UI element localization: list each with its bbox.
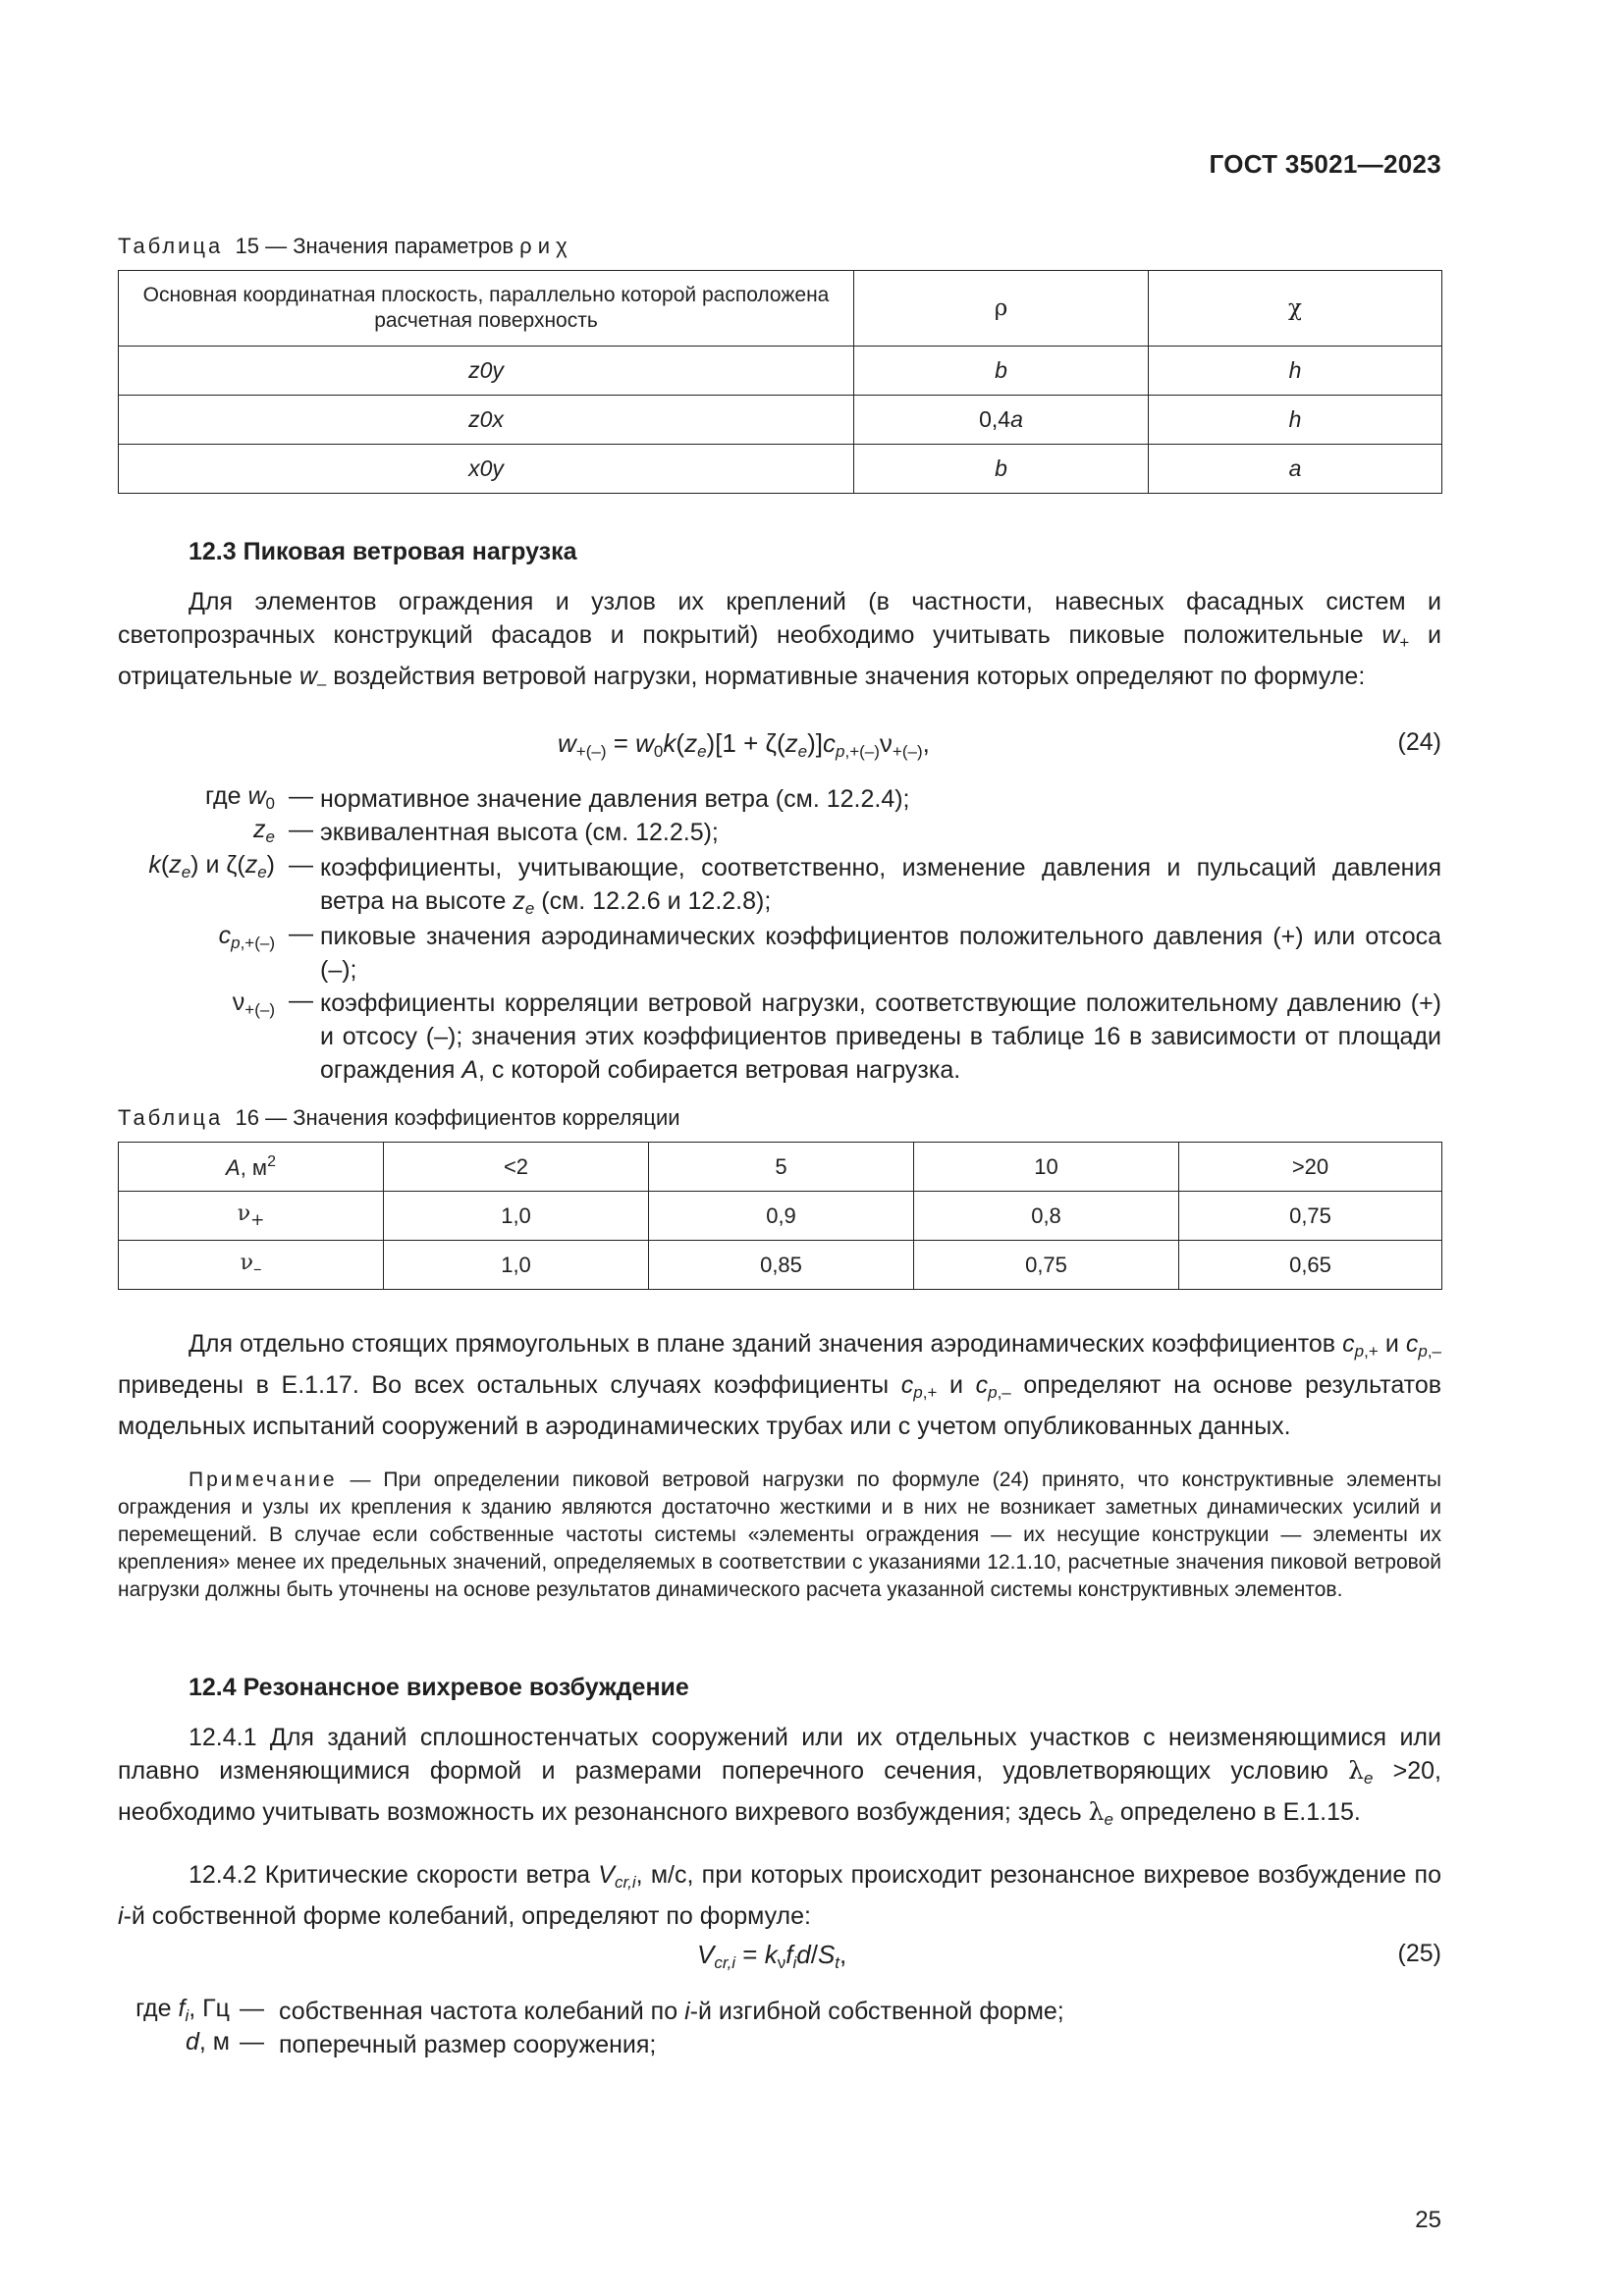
table-cell: 10 (914, 1143, 1179, 1192)
formula-25: $V_{cr,i} = k_\nu f_id/S_t$, (697, 1940, 847, 1972)
table-cell: 0,65 (1179, 1241, 1442, 1290)
def-text-d: поперечный размер сооружения; (279, 2031, 657, 2058)
def-dash: — (289, 816, 313, 843)
table-row (119, 347, 1442, 396)
table-cell: 0,8 (914, 1192, 1179, 1241)
table-16-row-nu-minus: $\nu_-$ (119, 1241, 384, 1290)
def-text-nu: коэффициенты корреляции ветровой нагрузки, соответствующие положительному давлению (+) и отсосу (–); значения этих коэффициентов приведены в таблице 16 в зависимости от площади ограждения A, с которой собирается ветровая нагрузка. (320, 989, 1441, 1084)
table-15-caption-text: 15 — Значения параметров ρ и χ (235, 234, 568, 258)
def-symbol-fi: где $f_i$, Гц (135, 1995, 230, 2025)
table-cell: 0,9 (649, 1192, 914, 1241)
def-text-w0: нормативное значение давления ветра (см. 12.2.4); (320, 785, 910, 813)
table-cell: h (1149, 396, 1442, 445)
equation-number-24: (24) (1397, 728, 1441, 756)
table-cell: 1,0 (384, 1241, 649, 1290)
paragraph-aero-coefficients: Для отдельно стоящих прямоугольных в плане зданий значения аэродинамических коэффициентов $c_{p,+}$ и $c_{p,-}$ приведены в Е.1.17. Во всех остальных случаях коэффициенты $c_{p,+}$ и $c_{p,-}$ определяют на основе результатов модельных испытаний сооружений в аэродинамических трубах или с учетом опубликованных данных. (118, 1330, 1442, 1440)
section-12-3-title: 12.3 Пиковая ветровая нагрузка (189, 538, 577, 565)
table-cell: <2 (384, 1143, 649, 1192)
table-cell: z0x (119, 396, 854, 445)
def-dash: — (289, 987, 313, 1014)
def-symbol-w0: где $w_0$ (205, 782, 275, 813)
table-row (119, 271, 1442, 347)
table-cell: h (1149, 347, 1442, 396)
table-row (119, 445, 1442, 494)
def-symbol-d: d, м (186, 2028, 230, 2056)
equation-number-25: (25) (1397, 1940, 1441, 1967)
table-cell: 0,85 (649, 1241, 914, 1290)
section-12-4-title: 12.4 Резонансное вихревое возбуждение (189, 1674, 689, 1701)
table-16-header-area: A, $м^2$ (119, 1143, 384, 1192)
paragraph-12-4-2: 12.4.2 Критические скорости ветра $V_{cr,i}$, м/с, при которых происходит резонансное вихревое возбуждение по i-й собственной форме колебаний, определяют по формуле: (118, 1861, 1441, 1930)
table-cell: 0,75 (914, 1241, 1179, 1290)
table-cell: b (854, 347, 1149, 396)
def-symbol-cp: $c_{p,+(-)}$ (218, 922, 275, 952)
table-16-caption-label: Таблица (118, 1105, 224, 1130)
table-cell: z0y (119, 347, 854, 396)
def-text-cp: пиковые значения аэродинамических коэффициентов положительного давления (+) или отсоса (–); (320, 923, 1441, 984)
table-cell: 0,75 (1179, 1192, 1442, 1241)
table-cell: b (854, 445, 1149, 494)
def-dash: — (289, 920, 313, 947)
def-symbol-nu: $\nu_{+(-)}$ (232, 988, 275, 1019)
table-16-row-nu-plus: $\nu_+$ (119, 1192, 384, 1241)
def-dash: — (289, 851, 313, 879)
table-15-caption-label: Таблица (118, 234, 224, 258)
table-row (119, 1192, 1442, 1241)
def-dash: — (240, 2028, 264, 2056)
table-cell: 0,4a (854, 396, 1149, 445)
def-symbol-ze: $z_e$ (253, 816, 275, 846)
table-16 (118, 1142, 1442, 1290)
paragraph-12-4-1: 12.4.1 Для зданий сплошностенчатых сооружений или их отдельных участков с неизменяющимися или плавно изменяющимися формой и размерами поперечного сечения, удовлетворяющих условию $\lambda_e >20$, необходимо учитывать возможность их резонансного вихревого возбуждения; здесь $\lambda_e$ определено в Е.1.15. (118, 1724, 1441, 1829)
table-cell: >20 (1179, 1143, 1442, 1192)
note-text: — При определении пиковой ветровой нагрузки по формуле (24) принято, что конструктивные элементы ограждения и узлы их крепления к зданию являются достаточно жесткими и в них не возникает заметных динамических усилий и перемещений. В случае если собственные частоты системы «элементы ограждения — их несущие конструкции — элементы их крепления» менее их предельных значений, определяемых в соответствии с указаниями 12.1.10, расчетные значения пиковой ветровой нагрузки должны быть уточнены на основе результатов динамического расчета указанной системы конструктивных элементов. (118, 1468, 1442, 1601)
table-15-header-rho: ρ (854, 271, 1149, 347)
table-16-caption-text: 16 — Значения коэффициентов корреляции (235, 1105, 680, 1130)
table-cell: a (1149, 445, 1442, 494)
note-peak-load (118, 1467, 1441, 1604)
table-15 (118, 270, 1442, 494)
table-cell: x0y (119, 445, 854, 494)
table-row (119, 1241, 1442, 1290)
def-text-fi: собственная частота колебаний по i-й изгибной собственной форме; (279, 1998, 1064, 2025)
table-15-caption (118, 234, 568, 259)
def-text-ze: эквивалентная высота (см. 12.2.5); (320, 819, 719, 846)
table-row (119, 1143, 1442, 1192)
note-label: Примечание (189, 1468, 338, 1491)
document-number: ГОСТ 35021—2023 (1209, 149, 1441, 179)
table-16-caption (118, 1105, 680, 1131)
table-cell: 1,0 (384, 1192, 649, 1241)
formula-24: $w_{+(-)} = w_0k(z_e)[1 + \zeta(z_e)]c_{p,+(-)}\nu_{+(-)}$, (558, 728, 930, 761)
table-row (119, 396, 1442, 445)
table-15-header-chi: χ (1149, 271, 1442, 347)
section-12-3-intro: Для элементов ограждения и узлов их креплений (в частности, навесных фасадных систем и светопрозрачных конструкций фасадов и покрытий) необходимо учитывать пиковые положительные $w_+$ и отрицательные $w_-$ воздействия ветровой нагрузки, нормативные значения которых определяют по формуле: (118, 588, 1441, 693)
page-number: 25 (1415, 2207, 1441, 2233)
def-dash: — (289, 782, 313, 810)
table-15-header-plane: Основная координатная плоскость, параллельно которой расположена расчетная поверхность (119, 271, 854, 347)
def-symbol-k-zeta: $k(z_e)$ и $\zeta(z_e)$ (148, 851, 275, 881)
def-text-k-zeta: коэффициенты, учитывающие, соответственно, изменение давления и пульсаций давления ветра на высоте $z_e$ (см. 12.2.6 и 12.2.8); (320, 854, 1441, 918)
def-dash: — (240, 1995, 264, 2022)
table-cell: 5 (649, 1143, 914, 1192)
